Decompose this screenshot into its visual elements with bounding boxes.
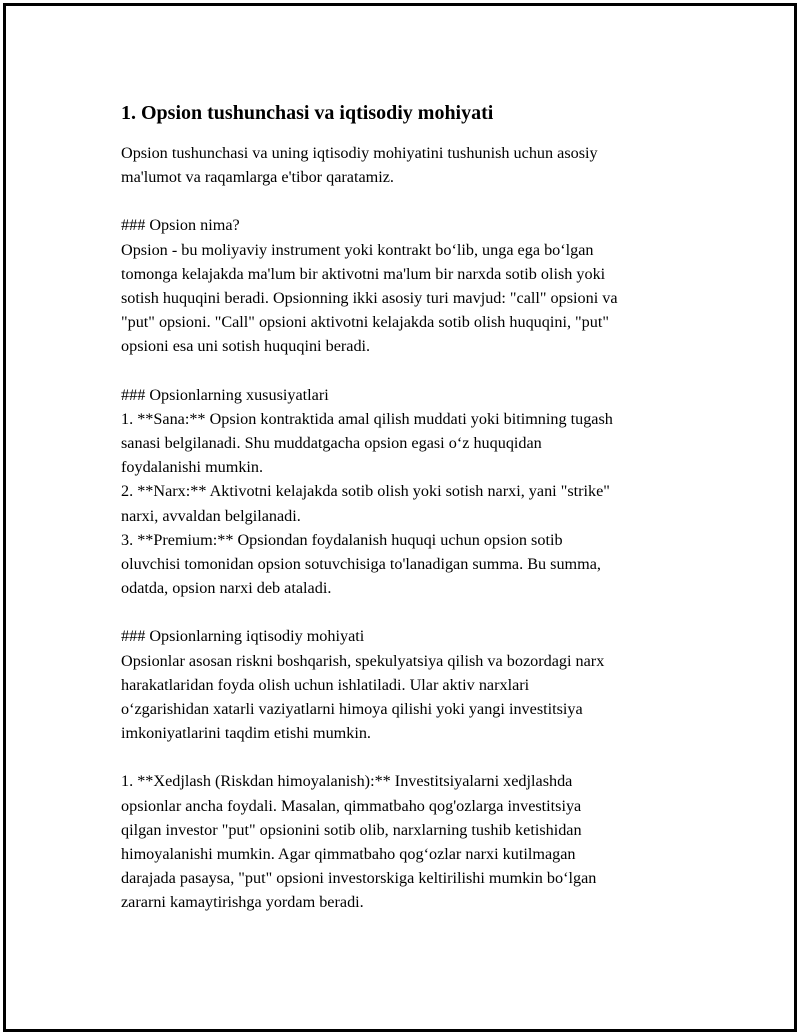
document-body [121,99,711,915]
text-line: narxi, avvaldan belgilanadi. [121,506,301,525]
text-line: sotish huquqini beradi. Opsionning ikki asosiy turi mavjud: "call" opsioni va [121,289,618,308]
text-line: zararni kamaytirishga yordam beradi. [121,893,364,912]
document-title: 1. Opsion tushunchasi va iqtisodiy mohiyati [121,102,494,124]
text-line: Opsion - bu moliyaviy instrument yoki kontrakt boʻlib, unga ega boʻlgan [121,240,594,259]
text-line: 1. **Sana:** Opsion kontraktida amal qilish muddati yoki bitimning tugash [121,409,613,428]
section-opsion-nima [121,213,711,358]
section-heading: ### Opsion nima? [121,216,240,235]
text-line: oʻzgarishidan xatarli vaziyatlarni himoya qilishi yoki yangi investitsiya [121,700,583,719]
text-line: imkoniyatlarini taqdim etishi mumkin. [121,724,371,743]
text-line: 2. **Narx:** Aktivotni kelajakda sotib olish yoki sotish narxi, yani "strike" [121,482,610,501]
text-line: odatda, opsion narxi deb ataladi. [121,579,332,598]
section-heading: ### Opsionlarning xususiyatlari [121,385,329,404]
section-xususiyatlari [121,383,711,601]
page-frame [3,3,797,1032]
intro-paragraph [121,141,711,189]
text-line: oluvchisi tomonidan opsion sotuvchisiga to'lanadigan summa. Bu summa, [121,555,601,574]
section-iqtisodiy-mohiyati [121,624,711,745]
text-line: 1. **Xedjlash (Riskdan himoyalanish):** Investitsiyalarni xedjlashda [121,772,573,791]
text-line: darajada pasaysa, "put" opsioni investorskiga keltirilishi mumkin boʻlgan [121,869,597,888]
section-xedjlash [121,769,711,914]
text-line: "put" opsioni. "Call" opsioni aktivotni kelajakda sotib olish huquqini, "put" [121,313,609,332]
text-line: opsioni esa uni sotish huquqini beradi. [121,337,371,356]
text-line: himoyalanishi mumkin. Agar qimmatbaho qogʻozlar narxi kutilmagan [121,845,576,864]
text-line: qilgan investor "put" opsionini sotib olib, narxlarning tushib ketishidan [121,820,582,839]
text-line: sanasi belgilanadi. Shu muddatgacha opsion egasi oʻz huquqidan [121,434,542,453]
text-line: Opsion tushunchasi va uning iqtisodiy mohiyatini tushunish uchun asosiy [121,144,598,162]
text-line: foydalanishi mumkin. [121,458,264,477]
text-line: ma'lumot va raqamlarga e'tibor qaratamiz. [121,168,394,187]
text-line: Opsionlar asosan riskni boshqarish, spekulyatsiya qilish va bozordagi narx [121,651,605,670]
text-line: 3. **Premium:** Opsiondan foydalanish huquqi uchun opsion sotib [121,530,563,549]
text-line: opsionlar ancha foydali. Masalan, qimmatbaho qog'ozlarga investitsiya [121,796,582,815]
section-heading: ### Opsionlarning iqtisodiy mohiyati [121,627,365,646]
text-line: tomonga kelajakda ma'lum bir aktivotni ma'lum bir narxda sotib olish yoki [121,264,606,283]
text-line: harakatlaridan foyda olish uchun ishlatiladi. Ular aktiv narxlari [121,675,530,694]
